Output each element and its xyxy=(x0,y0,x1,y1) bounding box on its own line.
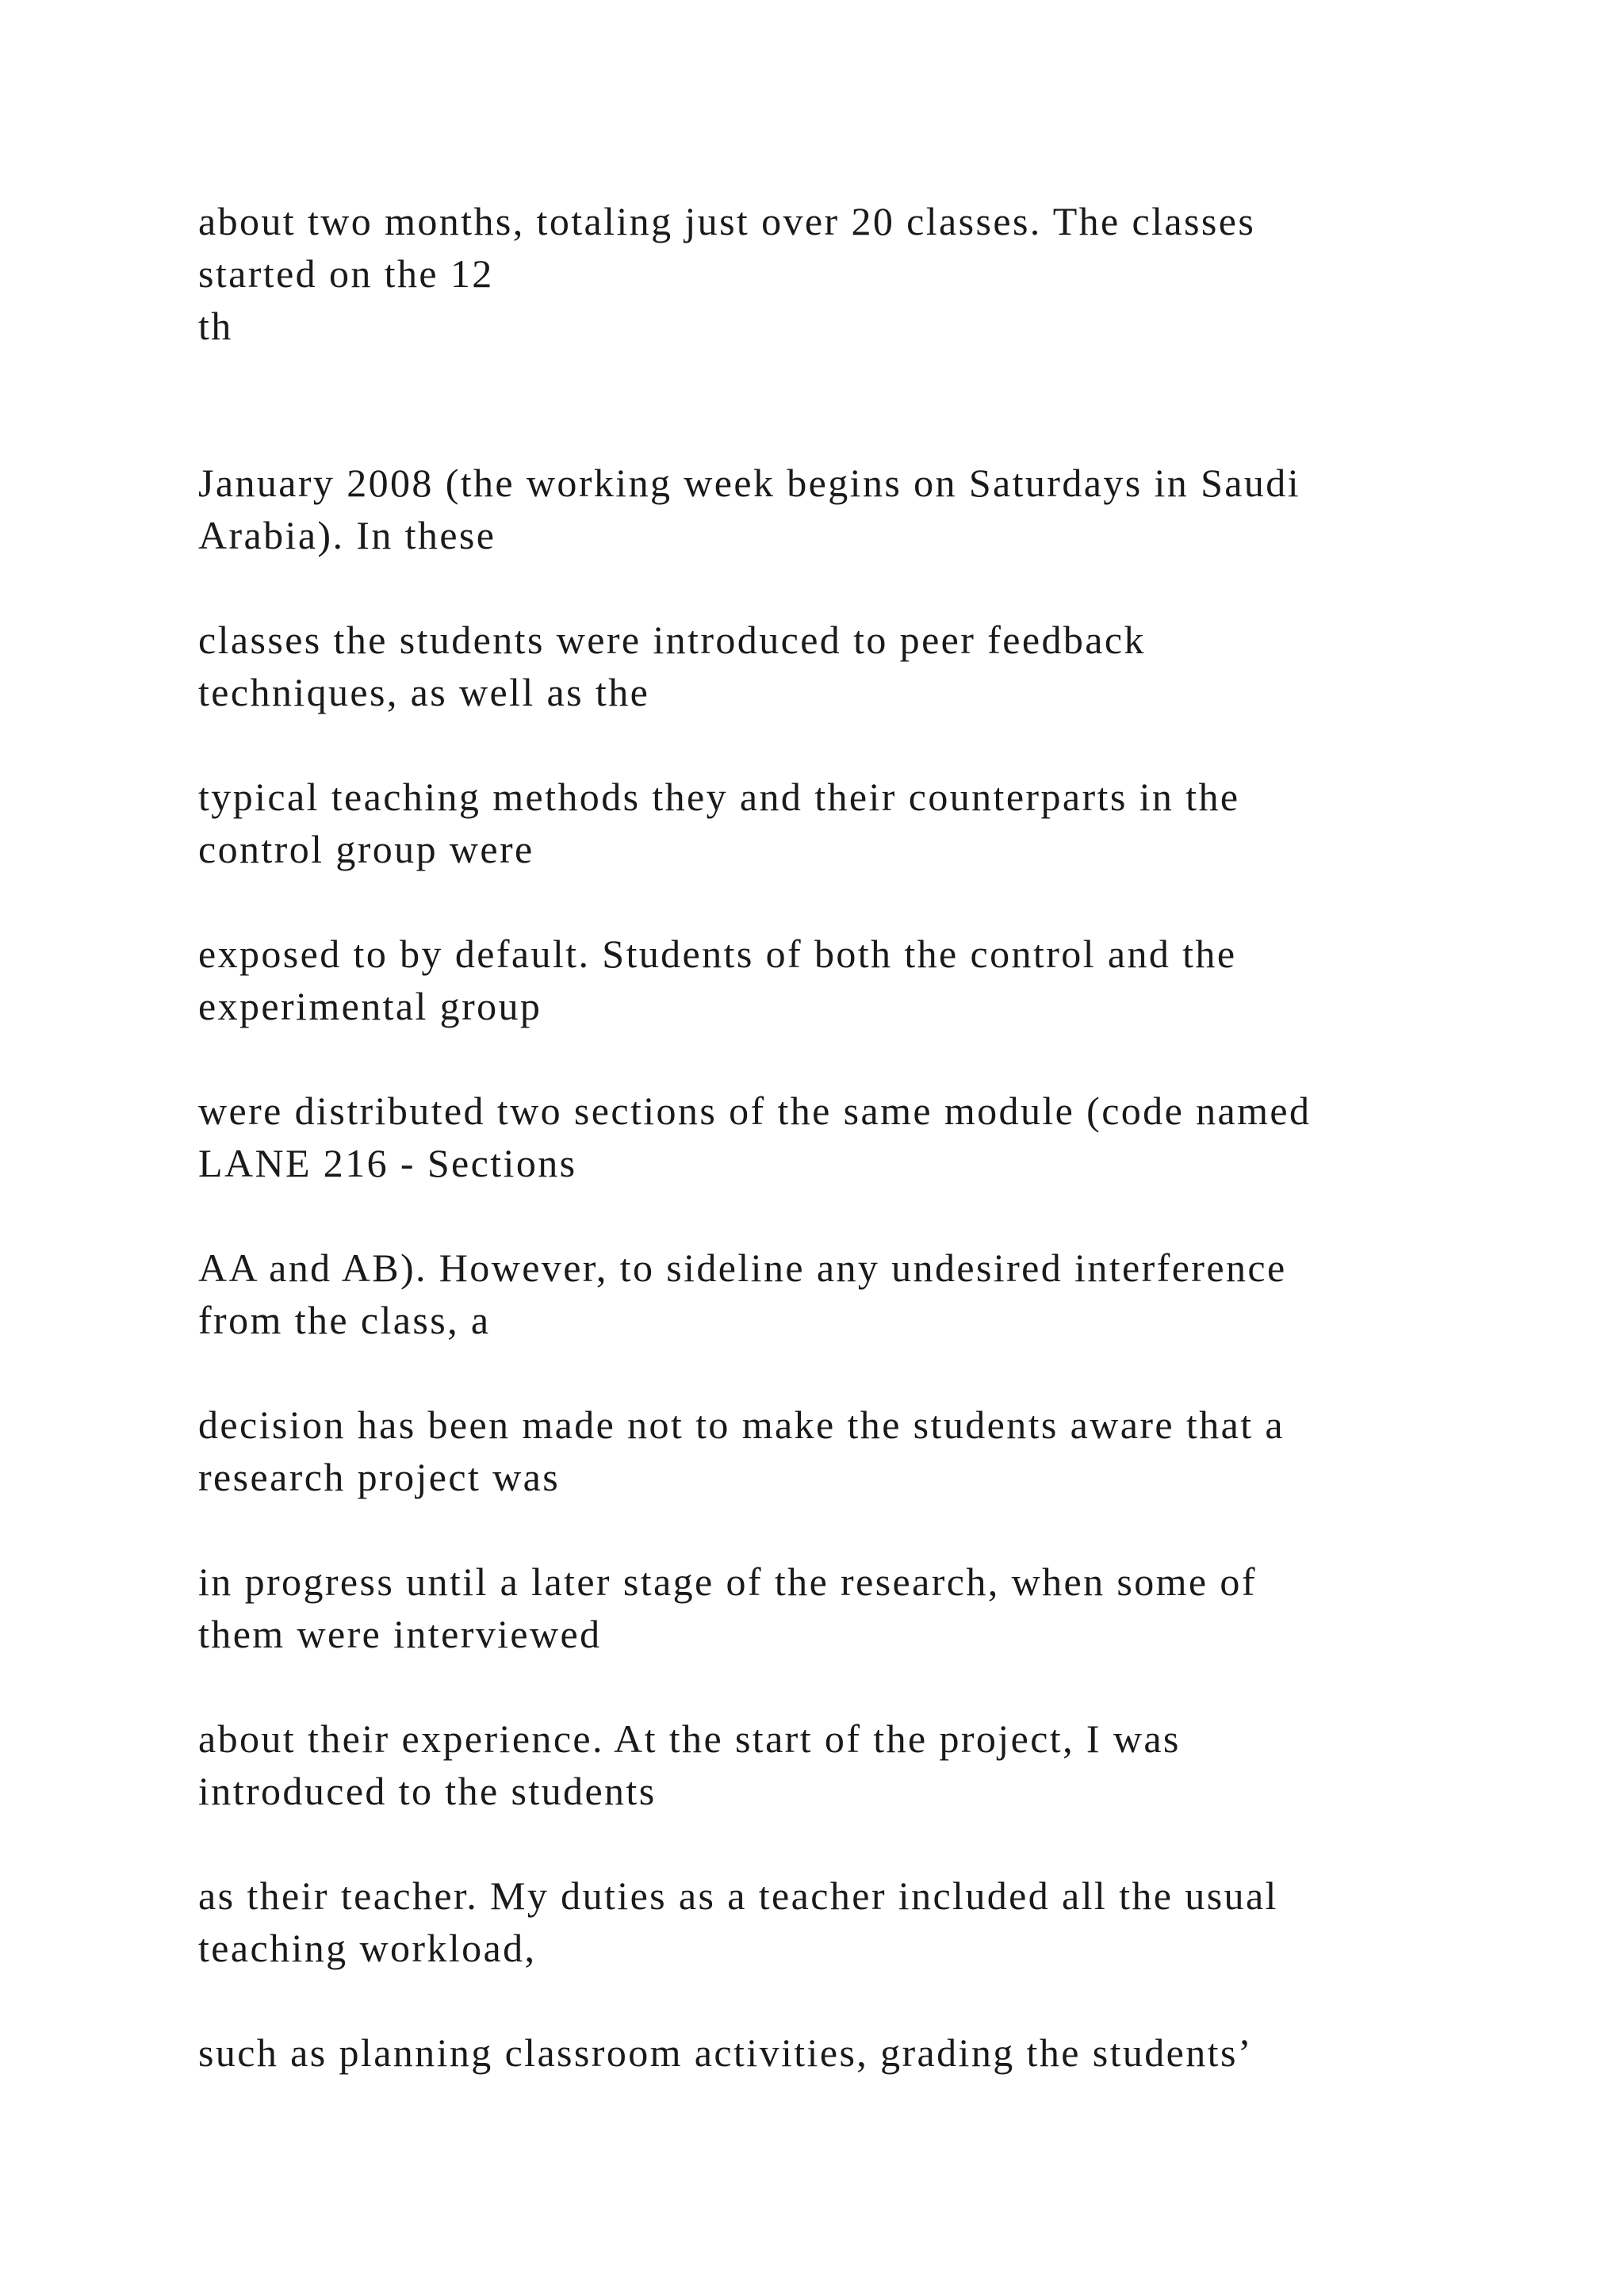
text-line: experimental group xyxy=(198,984,542,1028)
paragraph xyxy=(198,1399,1435,1503)
paragraph xyxy=(198,2026,1435,2079)
text-line: them were interviewed xyxy=(198,1612,602,1656)
text-line: classes the students were introduced to peer feedback xyxy=(198,618,1146,662)
text-line: AA and AB). However, to sideline any undesired interference xyxy=(198,1246,1287,1290)
paragraph xyxy=(198,1556,1435,1660)
text-line: introduced to the students xyxy=(198,1769,657,1813)
text-line: exposed to by default. Students of both the control and the xyxy=(198,932,1237,976)
paragraph xyxy=(198,928,1435,1032)
text-line: LANE 216 - Sections xyxy=(198,1141,577,1185)
text-line: control group were xyxy=(198,827,534,871)
text-line: January 2008 (the working week begins on Saturdays in Saudi xyxy=(198,461,1300,505)
text-line: decision has been made not to make the students aware that a xyxy=(198,1402,1285,1447)
text-line: techniques, as well as the xyxy=(198,670,650,714)
paragraph xyxy=(198,1869,1435,1974)
paragraph xyxy=(198,771,1435,875)
text-line: started on the 12 xyxy=(198,251,494,296)
text-line: from the class, a xyxy=(198,1298,491,1342)
text-line: were distributed two sections of the same module (code named xyxy=(198,1089,1312,1133)
text-line: research project was xyxy=(198,1455,561,1499)
text-line: as their teacher. My duties as a teacher included all the usual xyxy=(198,1873,1278,1918)
paragraph xyxy=(198,1242,1435,1346)
text-line: in progress until a later stage of the research, when some of xyxy=(198,1559,1257,1604)
text-line: teaching workload, xyxy=(198,1926,537,1970)
text-line: Arabia). In these xyxy=(198,513,496,557)
body-text xyxy=(198,195,1435,2131)
paragraph xyxy=(198,1712,1435,1817)
text-line: about their experience. At the start of the project, I was xyxy=(198,1716,1181,1761)
text-line: such as planning classroom activities, grading the students’ xyxy=(198,2030,1253,2075)
paragraph xyxy=(198,614,1435,718)
paragraph xyxy=(198,195,1435,352)
paragraph xyxy=(198,457,1435,561)
text-line: th xyxy=(198,304,233,348)
paragraph xyxy=(198,1085,1435,1189)
text-line: typical teaching methods they and their counterparts in the xyxy=(198,775,1240,819)
text-line: about two months, totaling just over 20 classes. The classes xyxy=(198,199,1256,243)
